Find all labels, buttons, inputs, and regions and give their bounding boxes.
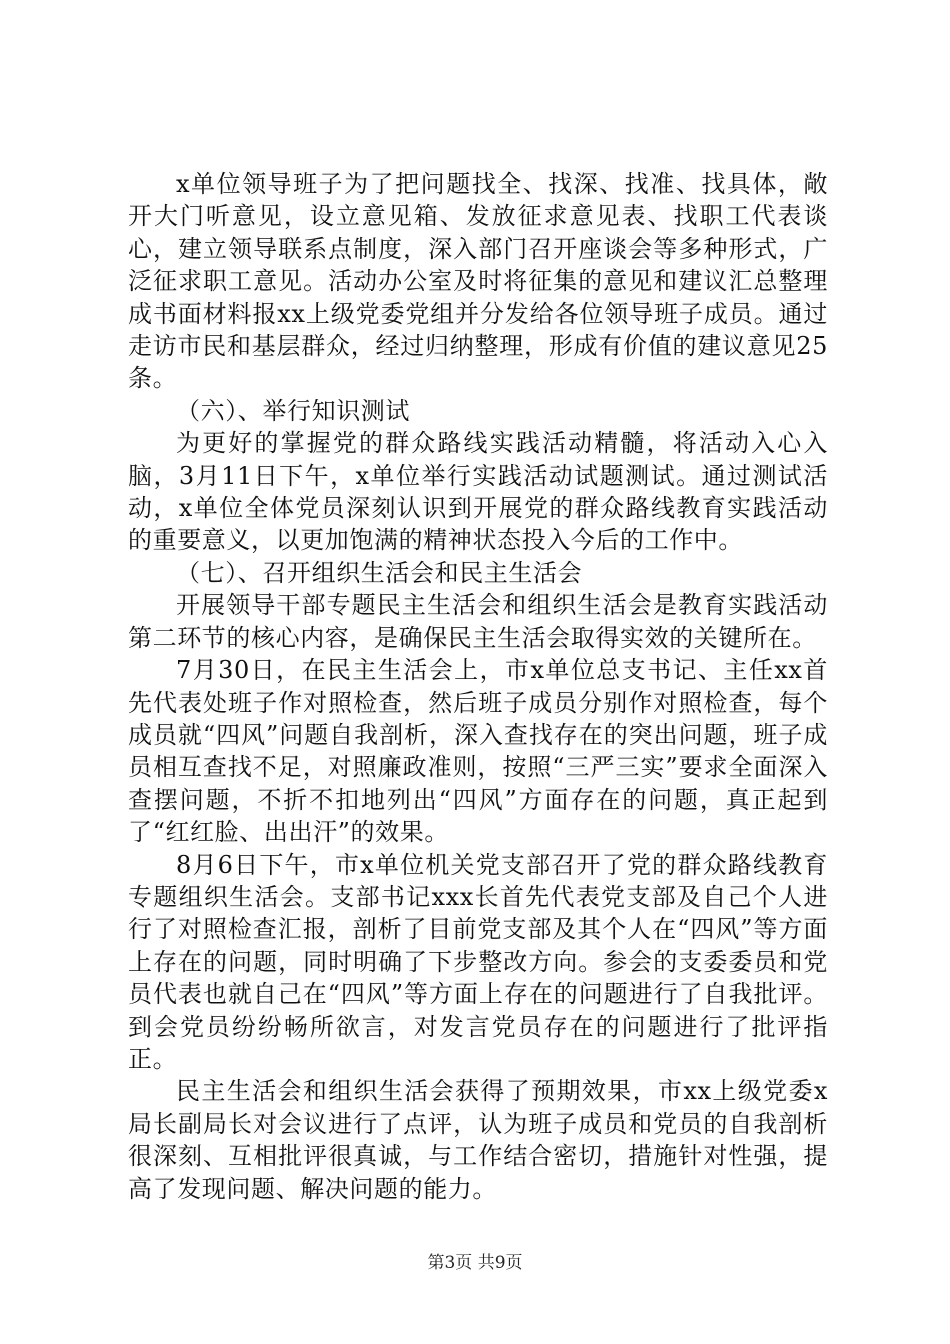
paragraph-life-meetings-intro: 开展领导干部专题民主生活会和组织生活会是教育实践活动第二环节的核心内容，是确保民主生活会取得实效的关键所在。 [128, 591, 828, 652]
paragraph-august-meeting: 8月6日下午，市x单位机关党支部召开了党的群众路线教育专题组织生活会。支部书记xxx长首先代表党支部及自己个人进行了对照检查汇报，剖析了目前党支部及其个人在“四风”等方面上存在的问题，同时明确了下步整改方向。参会的支委委员和党员代表也就自己在“四风”等方面上存在的问题进行了自我批评。到会党员纷纷畅所欲言，对发言党员存在的问题进行了批评指正。 [128, 850, 828, 1073]
document-body [128, 168, 828, 1205]
paragraph-knowledge-test: 为更好的掌握党的群众路线实践活动精髓，将活动入心入脑，3月11日下午，x单位举行实践活动试题测试。通过测试活动，x单位全体党员深刻认识到开展党的群众路线教育实践活动的重要意义，以更加饱满的精神状态投入今后的工作中。 [128, 429, 828, 555]
paragraph-opinion-collection: x单位领导班子为了把问题找全、找深、找准、找具体，敞开大门听意见，设立意见箱、发放征求意见表、找职工代表谈心，建立领导联系点制度，深入部门召开座谈会等多种形式，广泛征求职工意见。活动办公室及时将征集的意见和建议汇总整理成书面材料报xx上级党委党组并分发给各位领导班子成员。通过走访市民和基层群众，经过归纳整理，形成有价值的建议意见25条。 [128, 170, 828, 393]
paragraph-meeting-results: 民主生活会和组织生活会获得了预期效果，市xx上级党委x局长副局长对会议进行了点评，认为班子成员和党员的自我剖析很深刻、互相批评很真诚，与工作结合密切，措施针对性强，提高了发现问题、解决问题的能力。 [128, 1077, 828, 1203]
section-heading-knowledge-test: （六）、举行知识测试 [176, 396, 410, 425]
paragraph-july-meeting: 7月30日，在民主生活会上，市x单位总支书记、主任xx首先代表处班子作对照检查，然后班子成员分别作对照检查，每个成员就“四风”问题自我剖析，深入查找存在的突出问题，班子成员相互查找不足，对照廉政准则，按照“三严三实”要求全面深入查摆问题，不折不扣地列出“四风”方面存在的问题，真正起到了“红红脸、出出汗”的效果。 [128, 656, 828, 847]
section-heading-life-meetings: （七）、召开组织生活会和民主生活会 [176, 558, 583, 587]
page-number-footer: 第3页 共9页 [427, 1253, 523, 1273]
